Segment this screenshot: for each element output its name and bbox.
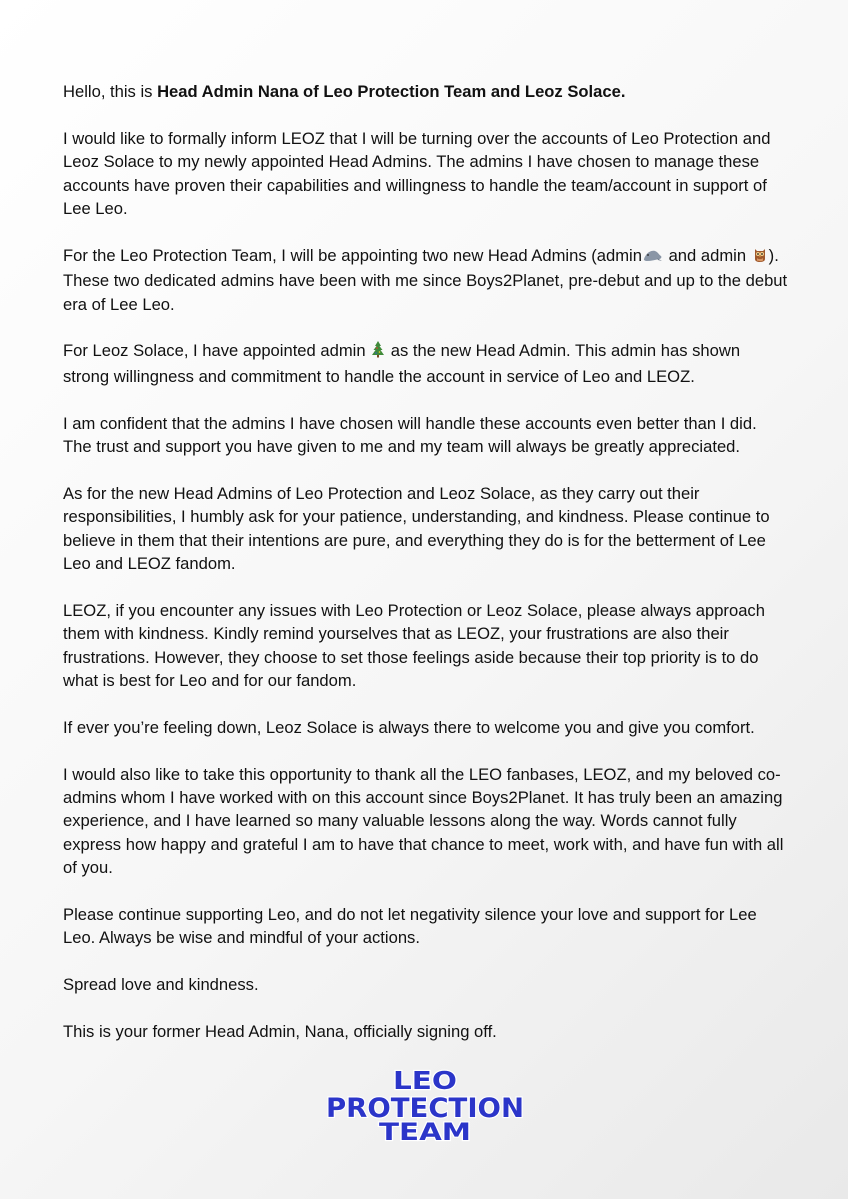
- protection-team-text-1: For the Leo Protection Team, I will be appointing two new Head Admins (admin: [63, 245, 642, 265]
- owl-emoji-icon: [752, 246, 768, 269]
- sign-off-paragraph: This is your former Head Admin, Nana, officially signing off.: [63, 1022, 497, 1042]
- patience-paragraph: As for the new Head Admins of Leo Protection and Leoz Solace, as they carry out their responsibilities, I humbly ask for your patience, understanding, and kindness. Please continue to believe in them that their intentions are pure, and everything they do is for the betterment of Lee Leo and LEOZ fandom.: [63, 483, 770, 574]
- spread-love-paragraph: Spread love and kindness.: [63, 975, 259, 995]
- logo-line-1: LEO: [393, 1066, 457, 1095]
- logo-line-2: PROTECTION: [326, 1093, 524, 1124]
- confidence-paragraph: I am confident that the admins I have chosen will handle these accounts even better than I did. The trust and support you have given to me and my team will always be greatly appreciated.: [63, 413, 757, 457]
- leo-protection-team-logo: [320, 1066, 530, 1146]
- greeting-text: Hello, this is: [63, 82, 158, 101]
- protection-team-text-2: and admin: [663, 245, 751, 265]
- leoz-solace-text-1: For Leoz Solace, I have appointed admin: [63, 341, 371, 361]
- handover-paragraph: I would like to formally inform LEOZ that I will be turning over the accounts of Leo Protection and Leoz Solace to my newly appointed Head Admins. The admins I have chosen to manage these accounts have proven their capabilities and willingness to handle the team/account in support of Lee Leo.: [63, 128, 771, 219]
- greeting-signature-bold: Head Admin Nana of Leo Protection Team and Leoz Solace.: [157, 82, 626, 101]
- seal-emoji-icon: [643, 246, 663, 269]
- kindness-paragraph: LEOZ, if you encounter any issues with Leo Protection or Leoz Solace, please always approach them with kindness. Kindly remind yourselves that as LEOZ, your frustrations are also their frustrations. However, they choose to set those feelings aside because their top priority is to do what is best for Leo and for our fandom.: [63, 600, 765, 691]
- protection-team-paragraph: [63, 244, 788, 316]
- leoz-solace-paragraph: [63, 339, 788, 388]
- leoz-solace-text-2: as the new Head Admin. This admin has shown strong willingness and commitment to handle the account in service of Leo and LEOZ.: [63, 341, 741, 386]
- thanks-paragraph: I would also like to take this opportunity to thank all the LEO fanbases, LEOZ, and my beloved co-admins whom I have worked with on this account since Boys2Planet. It has truly been an amazing experience, and I have learned so many valuable lessons along the way. Words cannot fully express how happy and grateful I am to have that chance to meet, work with, and have fun with all of you.: [63, 764, 784, 878]
- logo-line-3: TEAM: [379, 1118, 471, 1146]
- christmas-tree-emoji-icon: [371, 340, 385, 364]
- letter-body: [63, 80, 788, 1067]
- greeting-paragraph: [63, 80, 788, 103]
- comfort-paragraph: If ever you’re feeling down, Leoz Solace is always there to welcome you and give you comfort.: [63, 717, 755, 737]
- support-paragraph: Please continue supporting Leo, and do not let negativity silence your love and support for Lee Leo. Always be wise and mindful of your actions.: [63, 905, 757, 948]
- protection-team-text-3: ). These two dedicated admins have been with me since Boys2Planet, pre-debut and up to the debut era of Lee Leo.: [63, 245, 788, 314]
